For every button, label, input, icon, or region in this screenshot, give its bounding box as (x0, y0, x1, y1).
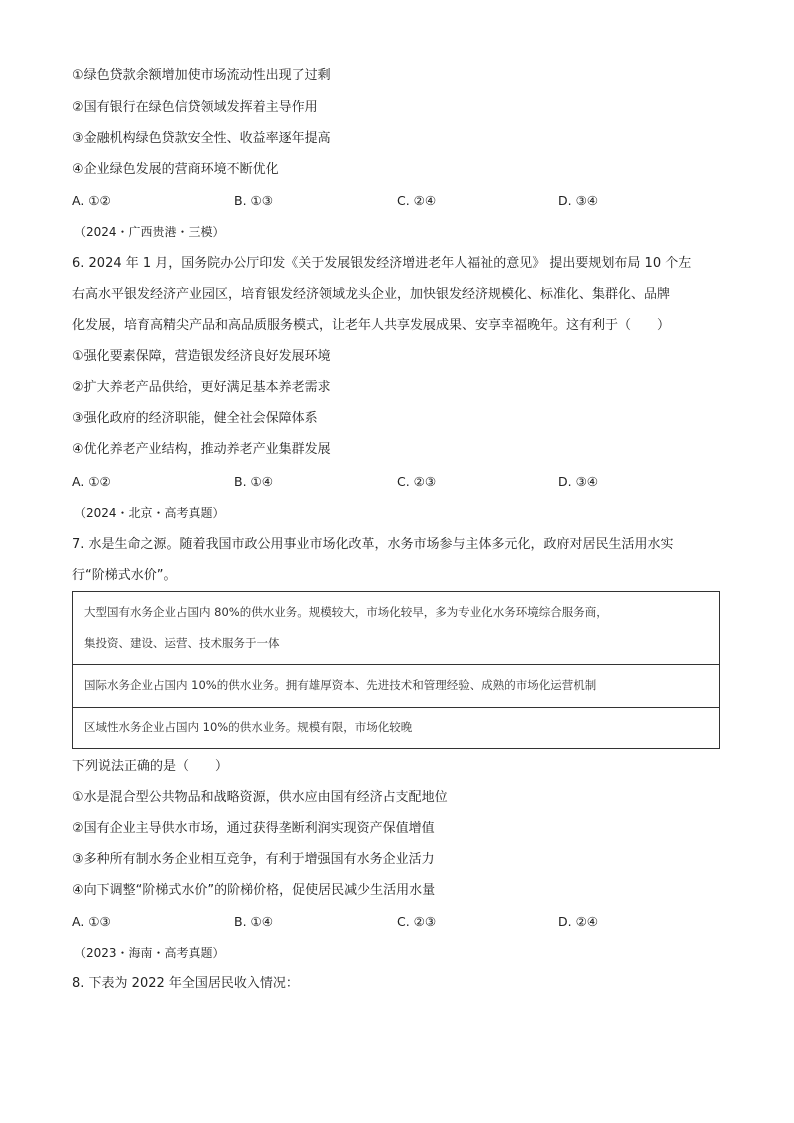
q6-option-b: B. ①④ (234, 474, 273, 489)
q7-item-1: ①水是混合型公共物品和战略资源，供水应由国有经济占支配地位 (72, 790, 448, 805)
q5-option-b: B. ①③ (234, 193, 273, 208)
q6-option-c: C. ②③ (397, 474, 437, 489)
q5-item-2: ②国有银行在绿色信贷领域发挥着主导作用 (72, 100, 318, 115)
q6-option-d: D. ③④ (558, 474, 598, 489)
q6-stem-line-1: 6. 2024 年 1 月，国务院办公厅印发《关于发展银发经济增进老年人福祉的意见》 提出要规划布局 10 个左 (72, 256, 692, 271)
q5-item-1: ①绿色贷款余额增加使市场流动性出现了过剩 (72, 68, 331, 83)
table-row (73, 707, 719, 749)
q7-item-3: ③多种所有制水务企业相互竞争，有利于增强国有水务企业活力 (72, 852, 435, 867)
table-row-3-text: 区域性水务企业占国内 10%的供水业务。规模有限，市场化较晚 (84, 720, 413, 734)
q5-option-d: D. ③④ (558, 193, 598, 208)
q7-stem-line-1: 7. 水是生命之源。随着我国市政公用事业市场化改革，水务市场参与主体多元化，政府对居民生活用水实 (72, 537, 674, 552)
q7-source: （2024・北京・高考真题） (74, 506, 225, 520)
table-row (73, 664, 719, 707)
q6-item-3: ③强化政府的经济职能，健全社会保障体系 (72, 411, 318, 426)
q5-item-3: ③金融机构绿色贷款安全性、收益率逐年提高 (72, 131, 331, 146)
table-row (73, 592, 719, 664)
q5-item-4: ④企业绿色发展的营商环境不断优化 (72, 162, 279, 177)
q8-source: （2023・海南・高考真题） (74, 946, 225, 960)
q7-option-c: C. ②③ (397, 914, 437, 929)
q6-stem-line-2: 右高水平银发经济产业园区，培育银发经济领域龙头企业，加快银发经济规模化、标准化、集群化、品牌 (72, 287, 671, 302)
q5-option-a: A. ①② (72, 193, 111, 208)
q6-option-a: A. ①② (72, 474, 111, 489)
q7-option-a: A. ①③ (72, 914, 111, 929)
q7-prompt: 下列说法正确的是（ ） (72, 759, 229, 774)
water-enterprise-table (72, 591, 720, 749)
q5-option-c: C. ②④ (397, 193, 437, 208)
q7-option-b: B. ①④ (234, 914, 273, 929)
q7-option-d: D. ②④ (558, 914, 598, 929)
q6-item-2: ②扩大养老产品供给，更好满足基本养老需求 (72, 380, 331, 395)
table-row-1-line-1: 大型国有水务企业占国内 80%的供水业务。规模较大，市场化较早，多为专业化水务环境综合服务商， (84, 605, 608, 619)
table-row-1-line-2: 集投资、建设、运营、技术服务于一体 (84, 636, 280, 650)
q7-item-4: ④向下调整“阶梯式水价”的阶梯价格，促使居民减少生活用水量 (72, 883, 436, 898)
q6-item-4: ④优化养老产业结构，推动养老产业集群发展 (72, 442, 331, 457)
q6-stem-line-3: 化发展，培育高精尖产品和高品质服务模式，让老年人共享发展成果、安享幸福晚年。这有利于（ ） (72, 318, 671, 333)
q6-item-1: ①强化要素保障，营造银发经济良好发展环境 (72, 349, 331, 364)
q7-item-2: ②国有企业主导供水市场，通过获得垄断利润实现资产保值增值 (72, 821, 435, 836)
table-row-2-text: 国际水务企业占国内 10%的供水业务。拥有雄厚资本、先进技术和管理经验、成熟的市场化运营机制 (84, 678, 597, 692)
q8-stem: 8. 下表为 2022 年全国居民收入情况： (72, 976, 299, 991)
q6-source: （2024・广西贵港・三模） (74, 225, 225, 239)
q7-stem-line-2: 行“阶梯式水价”。 (72, 568, 177, 583)
